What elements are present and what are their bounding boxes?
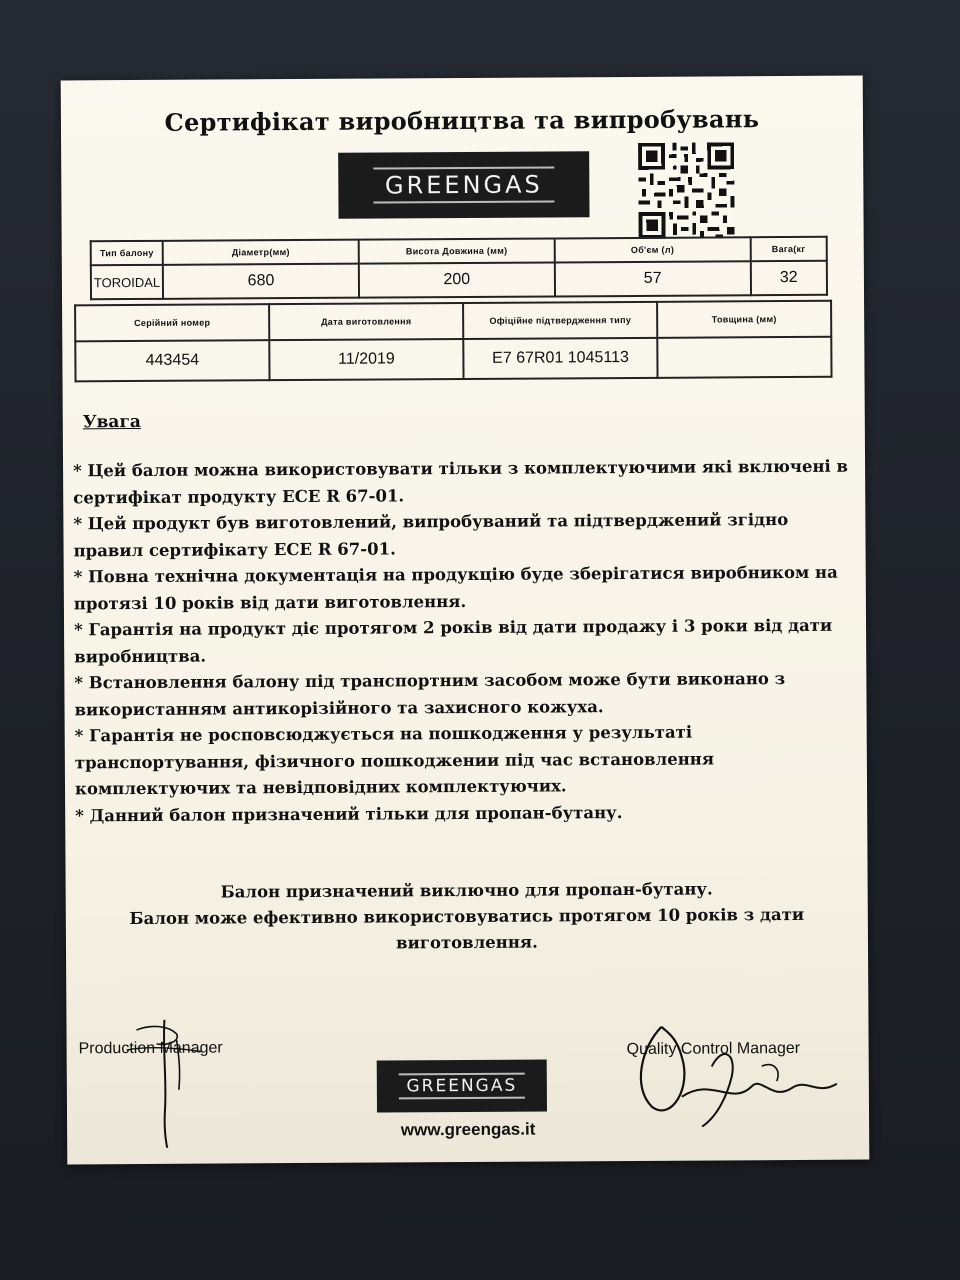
- table-cell: TOROIDAL: [91, 265, 163, 299]
- table-cell: 443454: [75, 340, 269, 381]
- note-item: * Гарантія на продукт діє протягом 2 років від дати продажу і 3 роки від дати виробництва.: [73, 615, 833, 666]
- greengas-logo-small: [377, 1060, 547, 1113]
- closing-statement: [66, 876, 868, 959]
- table-header-cell: Діаметр(мм): [163, 240, 359, 265]
- note-item: * Встановлення балону під транспортним засобом може бути виконано з використанням антикорізійного та захисного кожуха.: [74, 669, 786, 719]
- table-cell: 32: [751, 261, 828, 295]
- website-label: www.greengas.it: [400, 1119, 536, 1140]
- spec-table-top: [90, 236, 828, 301]
- warning-heading: Увага: [82, 411, 141, 433]
- qr-code-icon: [638, 142, 735, 239]
- table-header-cell: Об'єм (л): [555, 237, 751, 262]
- certificate-card: [61, 76, 870, 1165]
- certificate-title: Сертифікат виробництва та випробувань: [164, 104, 760, 137]
- table-cell: 200: [359, 262, 555, 297]
- table-header-cell: Дата виготовлення: [269, 303, 463, 340]
- logo-text: GREENGAS: [398, 1073, 525, 1100]
- note-item: * Цей балон можна використовувати тільки з комплектуючими які включені в сертифікат продукту ECE R 67-01.: [73, 456, 849, 507]
- table-cell: 11/2019: [269, 339, 463, 380]
- quality-manager-label: Quality Control Manager: [626, 1039, 801, 1059]
- closing-line: Балон призначений виключно для пропан-бутану.: [220, 879, 713, 902]
- table-header-cell: Тип балону: [91, 241, 163, 265]
- greengas-logo: [338, 151, 589, 219]
- table-cell: [657, 337, 831, 378]
- spec-table-bottom: [74, 300, 832, 383]
- table-header-cell: Вага(кг: [750, 237, 826, 261]
- table-header-row: [75, 301, 831, 342]
- note-item: * Данний балон призначений тільки для пропан-бутану.: [75, 802, 623, 825]
- table-header-cell: Висота Довжина (мм): [359, 238, 555, 263]
- table-row: [91, 261, 827, 299]
- table-header-cell: Товщина (мм): [657, 301, 831, 338]
- table-header-cell: Офіційне підтвердження типу: [463, 302, 657, 339]
- table-cell: E7 67R01 1045113: [463, 338, 657, 379]
- closing-line: Балон може ефективно використовуватись протягом 10 років з дати виготовлення.: [129, 904, 805, 953]
- table-cell: 57: [555, 261, 751, 296]
- note-item: * Повна технічна документація на продукцію буде зберігатися виробником на протязі 10 років від дати виготовлення.: [73, 562, 838, 613]
- table-cell: 680: [163, 264, 359, 299]
- table-header-cell: Серійний номер: [75, 304, 269, 341]
- notes-list: [73, 454, 855, 830]
- production-manager-label: Production Manager: [78, 1039, 223, 1058]
- note-item: * Цей продукт був виготовлений, випробуваний та підтверджений згідно правил сертифікату ECE R 67-01.: [73, 510, 789, 560]
- logo-text: GREENGAS: [373, 166, 555, 203]
- note-item: * Гарантія не росповсюджується на пошкодження у результаті транспортування, фізичного пошкоджении під час встановлення комплектуючих та невідповідних комплектуючих.: [74, 722, 715, 799]
- table-row: [75, 337, 831, 382]
